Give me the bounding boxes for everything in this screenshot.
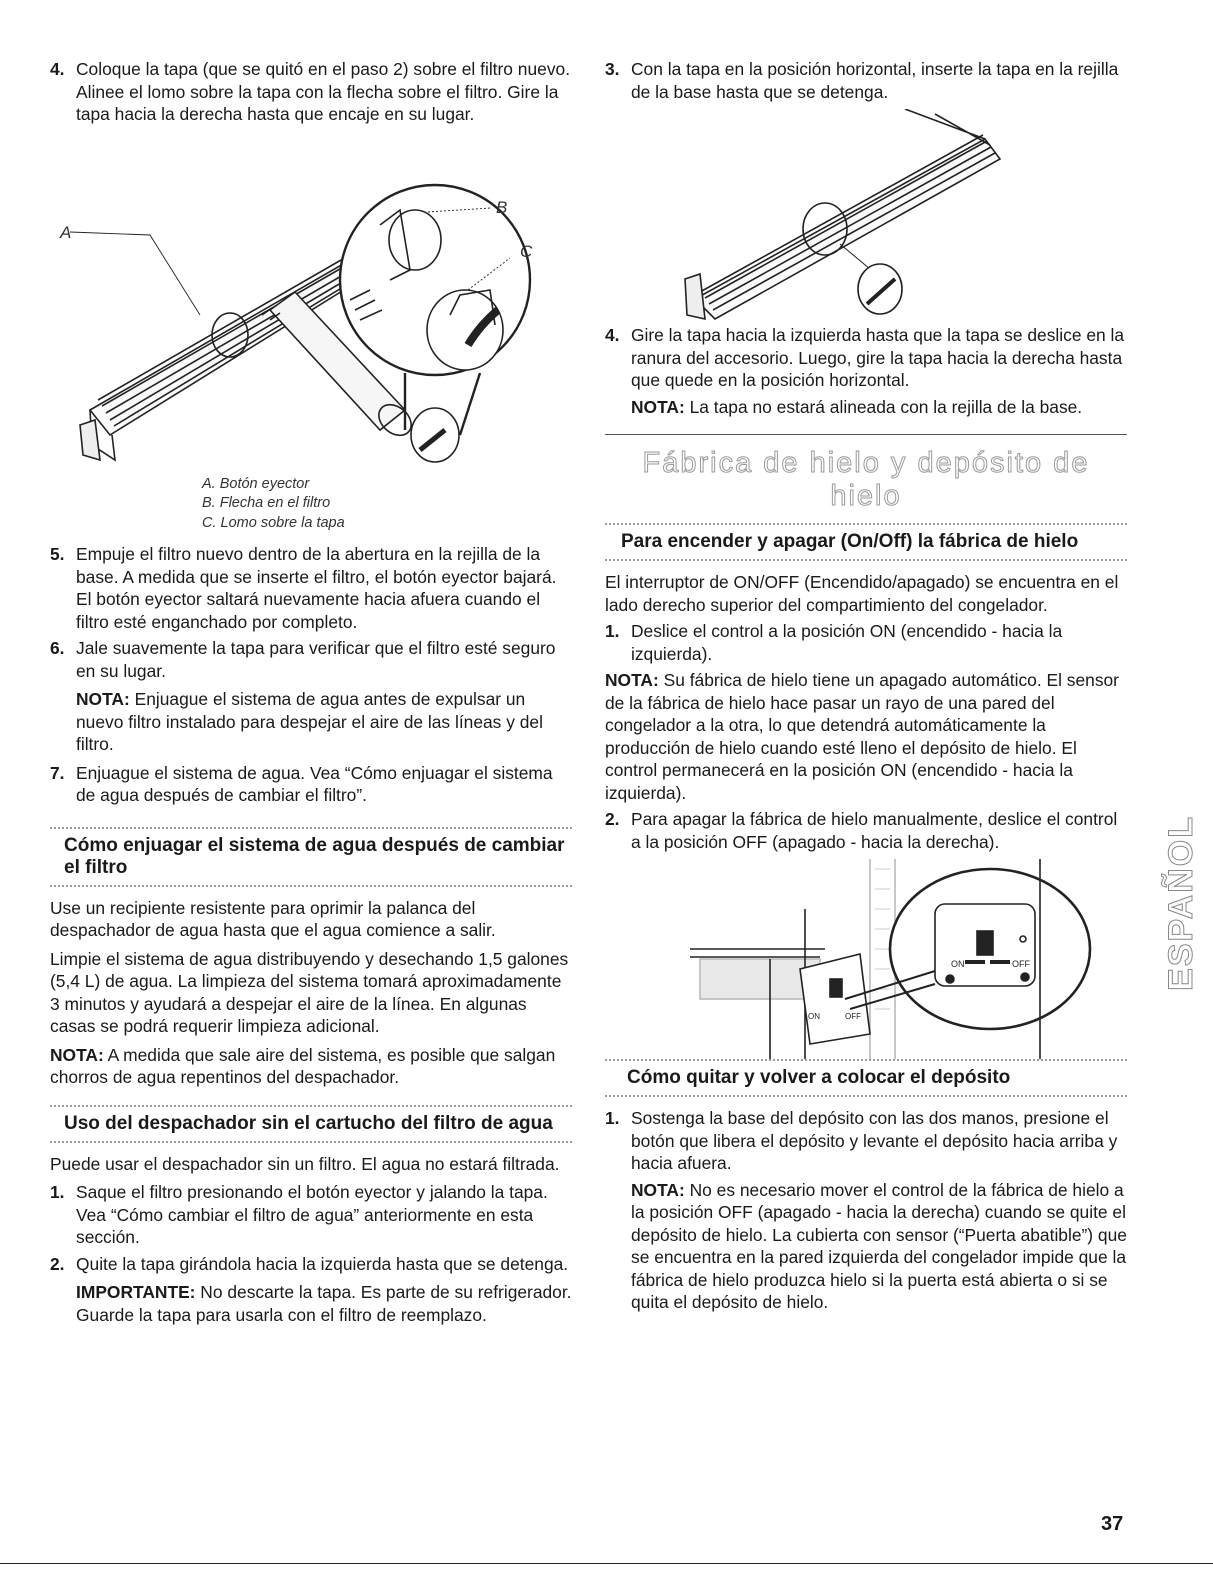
step-text: Saque el filtro presionando el botón eyector y jalando la tapa. Vea “Cómo cambiar el filtro de agua” anteriormente en esta sección. <box>76 1182 548 1247</box>
step-b2 <box>50 1253 572 1276</box>
switch-off-label: OFF <box>1012 959 1030 969</box>
heading-dispenser-without-filter: Uso del despachador sin el cartucho del filtro de agua <box>64 1112 553 1134</box>
step-text: Gire la tapa hacia la izquierda hasta que la tapa se deslice en la ranura del accesorio. Luego, gire la tapa hacia la derecha hasta que quede en la posición horizontal. <box>631 325 1125 390</box>
note-label: NOTA: <box>605 670 659 690</box>
step-text: Empuje el filtro nuevo dentro de la abertura en la rejilla de la base. A medida que se inserte el filtro, el botón eyector bajará. El botón eyector saltará nuevamente hacia afuera cuando el filtro esté enganchado por completo. <box>76 544 557 632</box>
paragraph: Use un recipiente resistente para oprimir la palanca del despachador de agua hasta que el agua comience a salir. <box>50 897 496 940</box>
step-4-left <box>50 58 572 126</box>
note-text: A medida que sale aire del sistema, es posible que salgan chorros de agua repentinos del despachador. <box>50 1044 556 1087</box>
note-text: No es necesario mover el control de la fábrica de hielo a la posición OFF (apagado - hacia la derecha) cuando se quite el depósito de hielo. La cubierta con sensor (“Puerta abatible”) que se encuentra en la pared izquierda del congelador impide que la fábrica de hielo produzca hielo si la puerta está abierta o si se quita el depósito de hielo. <box>631 1179 1127 1312</box>
heading-flush-water-system: Cómo enjuagar el sistema de agua después de cambiar el filtro <box>64 834 565 878</box>
ice-maker-switch-illustration <box>605 859 1127 1059</box>
step-text: Con la tapa en la posición horizontal, inserte la tapa en la rejilla de la base hasta que se detenga. <box>631 59 1119 102</box>
note-paragraph <box>631 1179 1127 1314</box>
paragraph: Puede usar el despachador sin un filtro. El agua no estará filtrada. <box>50 1153 560 1174</box>
step-text: Quite la tapa girándola hacia la izquierda hasta que se detenga. <box>76 1253 569 1274</box>
paragraph: El interruptor de ON/OFF (Encendido/apagado) se encuentra en el lado derecho superior del compartimiento del congelador. <box>605 572 1119 615</box>
right-column <box>605 58 1127 1314</box>
figure-captions <box>202 475 572 534</box>
heading-remove-bin: Cómo quitar y volver a colocar el depósito <box>627 1067 1011 1088</box>
note-flush <box>76 688 572 756</box>
step-c1 <box>605 620 1127 665</box>
step-number: 1. <box>605 1108 620 1128</box>
step-c2 <box>605 808 1127 853</box>
section-title: Fábrica de hielo y depósito de hielo <box>642 447 1090 512</box>
step-number: 7. <box>50 762 65 783</box>
note-paragraph <box>605 669 1127 804</box>
language-side-tab <box>1162 815 1198 1055</box>
step-text: Para apagar la fábrica de hielo manualmente, deslice el control a la posición OFF (apagado - hacia la derecha). <box>631 809 1118 852</box>
note-text: Enjuague el sistema de agua antes de expulsar un nuevo filtro instalado para despejar el aire de las líneas y del filtro. <box>76 689 543 754</box>
step-3-right <box>605 58 1127 103</box>
step-d1 <box>605 1107 1127 1175</box>
switch-on-label: ON <box>951 959 965 969</box>
note-label: NOTA: <box>631 396 685 417</box>
step-4-right <box>605 324 1127 392</box>
step-text: Deslice el control a la posición ON (encendido - hacia la izquierda). <box>631 621 1063 664</box>
step-number: 4. <box>50 59 65 79</box>
switch-small-off-label: OFF <box>845 1012 861 1021</box>
step-number: 2. <box>50 1253 65 1274</box>
label-a: A <box>60 222 72 242</box>
step-7 <box>50 762 572 807</box>
note-text: Su fábrica de hielo tiene un apagado automático. El sensor de la fábrica de hielo hace pasar un rayo de una pared del congelador a la otra, lo que detendrá automáticamente la producción de hielo cuando esté lleno el depósito de hielo. El control permanecerá en la posición ON (encendido - hacia la izquierda). <box>605 670 1119 803</box>
cap-insert-illustration <box>605 109 1127 324</box>
step-text: Jale suavemente la tapa para verificar que el filtro esté seguro en su lugar. <box>76 638 556 681</box>
note-label: NOTA: <box>76 689 130 709</box>
important-note <box>76 1281 572 1326</box>
label-b: B <box>496 197 508 217</box>
step-number: 1. <box>50 1182 65 1202</box>
step-5 <box>50 543 572 633</box>
filter-cap-illustration <box>50 130 572 475</box>
step-6 <box>50 637 572 682</box>
section-rule <box>605 434 1127 435</box>
step-text: Enjuague el sistema de agua. Vea “Cómo enjuagar el sistema de agua después de cambiar el filtro”. <box>76 762 553 805</box>
step-number: 4. <box>605 325 620 345</box>
step-text: Sostenga la base del depósito con las dos manos, presione el botón que libera el depósito y levante el depósito hacia arriba y hacia afuera. <box>631 1108 1118 1173</box>
language-tab-text: ESPAÑOL <box>1162 815 1200 991</box>
step-text: Coloque la tapa (que se quitó en el paso 2) sobre el filtro nuevo. Alinee el lomo sobre la tapa con la flecha sobre el filtro. Gire la tapa hacia la derecha hasta que encaje en su lugar. <box>76 59 571 124</box>
note-label: NOTA: <box>50 1044 104 1065</box>
switch-small-on-label: ON <box>808 1012 820 1021</box>
step-number: 5. <box>50 544 65 564</box>
step-number: 2. <box>605 809 620 829</box>
step-number: 1. <box>605 621 620 641</box>
note-text: La tapa no estará alineada con la rejilla de la base. <box>684 396 1083 417</box>
important-text: No descarte la tapa. Es parte de su refrigerador. Guarde la tapa para usarla con el filtro de reemplazo. <box>76 1282 572 1325</box>
note-paragraph <box>50 1044 572 1089</box>
left-column <box>50 58 572 1326</box>
step-number: 6. <box>50 638 65 658</box>
important-label: IMPORTANTE: <box>76 1282 196 1302</box>
bottom-rule <box>0 1563 1213 1564</box>
heading-ice-maker-on-off: Para encender y apagar (On/Off) la fábrica de hielo <box>621 531 1079 552</box>
label-c: C <box>520 241 533 261</box>
caption-b: B. Flecha en el filtro <box>202 495 331 511</box>
note-paragraph <box>631 396 1127 419</box>
page-number: 37 <box>1101 1513 1124 1535</box>
caption-c: C. Lomo sobre la tapa <box>202 514 345 531</box>
step-number: 3. <box>605 59 620 79</box>
step-b1 <box>50 1181 572 1249</box>
note-label: NOTA: <box>631 1179 685 1200</box>
paragraph: Limpie el sistema de agua distribuyendo y desechando 1,5 galones (5,4 L) de agua. La limpieza del sistema tomará aproximadamente 3 minutos y ayudará a despejar el aire de la línea. En algunas casas se podrá requerir limpieza adicional. <box>50 948 569 1036</box>
caption-a: A. Botón eyector <box>202 475 310 492</box>
